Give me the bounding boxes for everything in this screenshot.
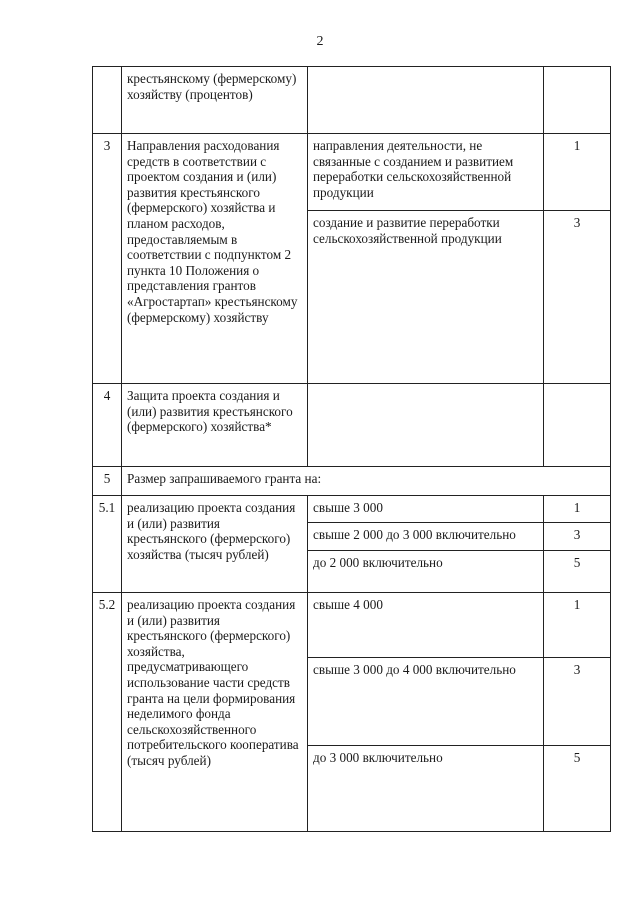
score-cell: 1 xyxy=(544,134,611,211)
table-row xyxy=(93,67,611,134)
row-number: 5.1 xyxy=(93,496,122,593)
score-cell: 3 xyxy=(544,658,611,746)
criterion-cell: крестьянскому (фермерскому) хозяйству (процентов) xyxy=(122,67,308,134)
option-cell: свыше 3 000 xyxy=(308,496,544,523)
table-row xyxy=(93,384,611,467)
page-number: 2 xyxy=(316,34,324,49)
option-cell: создание и развитие переработки сельскохозяйственной продукции xyxy=(308,211,544,384)
option-cell: до 3 000 включительно xyxy=(308,746,544,832)
option-cell xyxy=(308,384,544,467)
row-number xyxy=(93,67,122,134)
criterion-cell: Защита проекта создания и (или) развития крестьянского (фермерского) хозяйства* xyxy=(122,384,308,467)
option-cell: свыше 3 000 до 4 000 включительно xyxy=(308,658,544,746)
table-row xyxy=(93,593,611,658)
row-number: 4 xyxy=(93,384,122,467)
option-cell xyxy=(308,67,544,134)
table-row xyxy=(93,496,611,523)
row-number: 5.2 xyxy=(93,593,122,832)
table-row xyxy=(93,134,611,211)
score-cell: 5 xyxy=(544,551,611,593)
criteria-table xyxy=(92,66,611,832)
score-cell: 3 xyxy=(544,523,611,551)
option-cell: до 2 000 включительно xyxy=(308,551,544,593)
score-cell xyxy=(544,384,611,467)
row-number: 5 xyxy=(93,467,122,496)
score-cell: 1 xyxy=(544,593,611,658)
criterion-cell: реализацию проекта создания и (или) развития крестьянского (фермерского) хозяйства (тысяч рублей) xyxy=(122,496,308,593)
score-cell: 3 xyxy=(544,211,611,384)
option-cell: направления деятельности, не связанные с созданием и развитием переработки сельскохозяйственной продукции xyxy=(308,134,544,211)
score-cell: 1 xyxy=(544,496,611,523)
table-row xyxy=(93,467,611,496)
score-cell: 5 xyxy=(544,746,611,832)
option-cell: свыше 2 000 до 3 000 включительно xyxy=(308,523,544,551)
row-number: 3 xyxy=(93,134,122,384)
criterion-cell: Размер запрашиваемого гранта на: xyxy=(122,467,611,496)
criterion-cell: Направления расходования средств в соответствии с проектом создания и (или) развития крестьянского (фермерского) хозяйства и планом расходов, предоставляемым в соответствии с подпунктом 2 пункта 10 Положения о представления грантов «Агростартап» крестьянскому (фермерскому) хозяйству xyxy=(122,134,308,384)
criterion-cell: реализацию проекта создания и (или) развития крестьянского (фермерского) хозяйства, предусматривающего использование части средств гранта на цели формирования неделимого фонда сельскохозяйственного потребительского кооператива (тысяч рублей) xyxy=(122,593,308,832)
option-cell: свыше 4 000 xyxy=(308,593,544,658)
score-cell xyxy=(544,67,611,134)
